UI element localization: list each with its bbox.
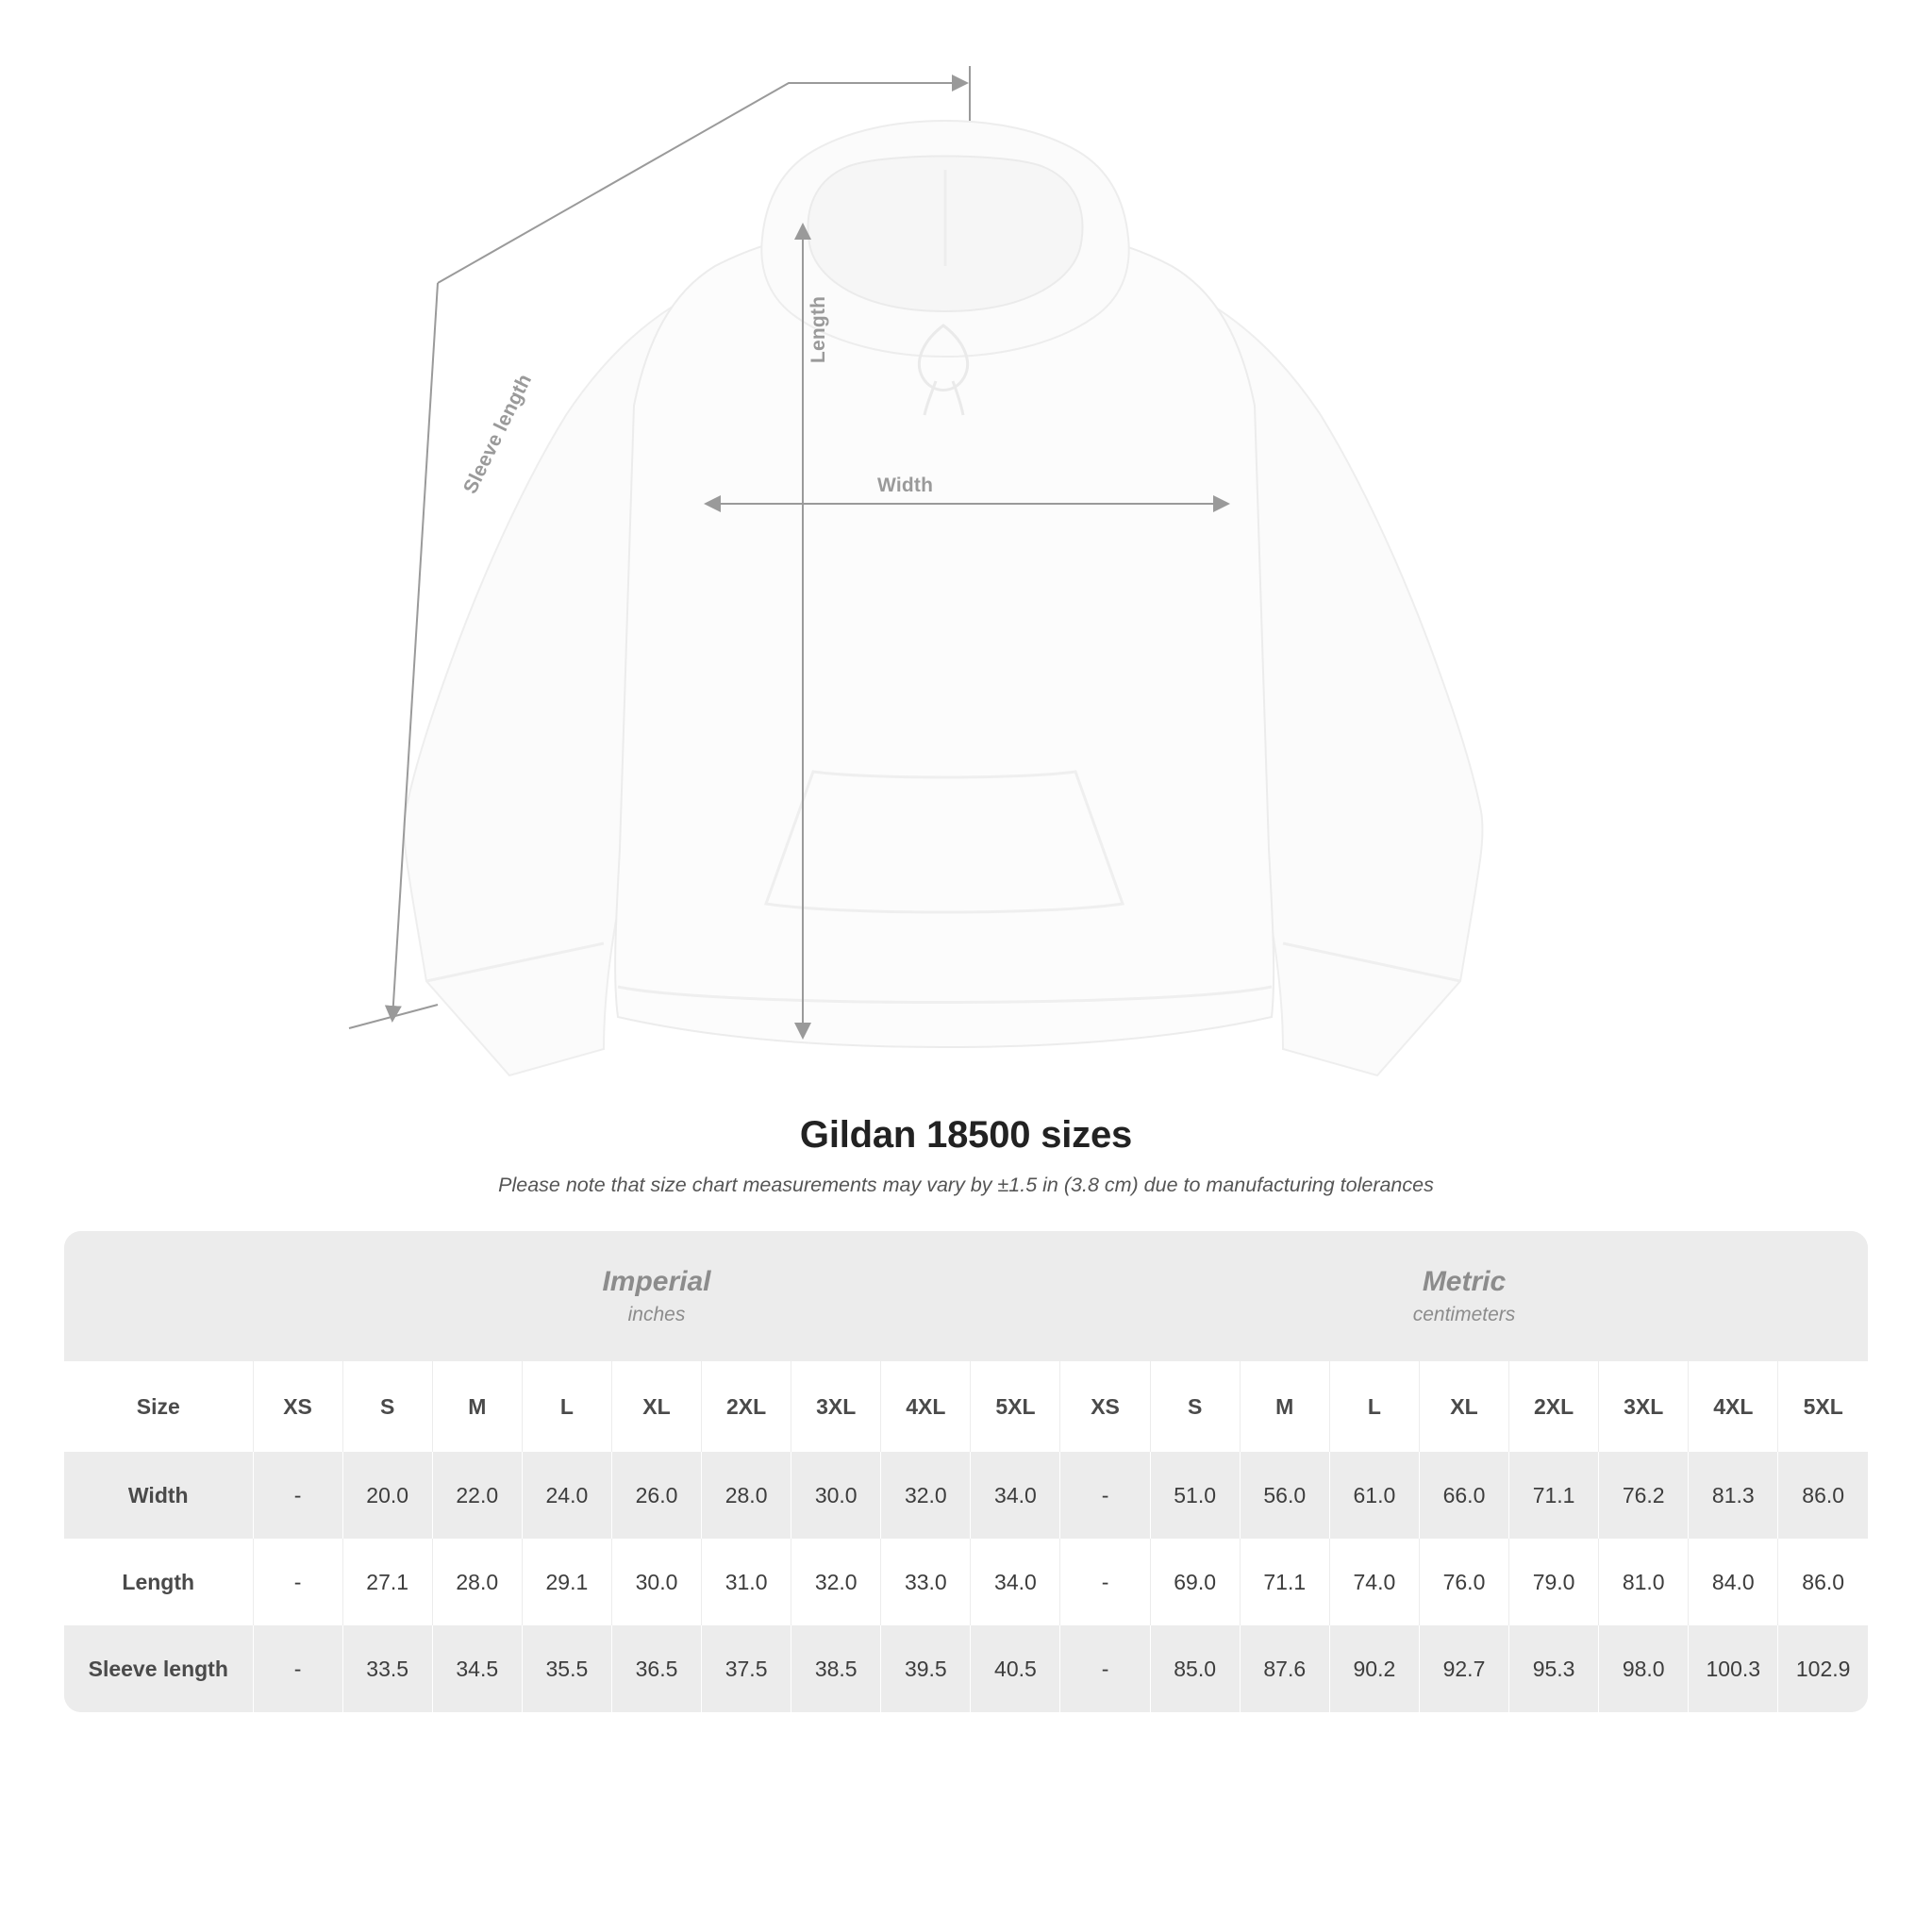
cell-length-5: 31.0 <box>702 1539 791 1625</box>
size-col-2xl-metric: 2XL <box>1509 1361 1599 1452</box>
hoodie-shape <box>404 121 1482 1075</box>
cell-width-1: 20.0 <box>342 1452 432 1539</box>
cell-sleeve-4: 36.5 <box>611 1625 701 1712</box>
cell-length-8: 34.0 <box>971 1539 1060 1625</box>
cell-sleeve-3: 35.5 <box>522 1625 611 1712</box>
metric-system-label: Metric <box>1422 1266 1507 1297</box>
length-dimension-label: Length <box>808 295 829 363</box>
cell-width-3: 24.0 <box>522 1452 611 1539</box>
size-col-xl-imperial: XL <box>611 1361 701 1452</box>
row-label-length: Length <box>64 1539 253 1625</box>
size-col-xs-imperial: XS <box>253 1361 342 1452</box>
cell-sleeve-8: 40.5 <box>971 1625 1060 1712</box>
cell-length-13: 76.0 <box>1419 1539 1508 1625</box>
cell-width-11: 56.0 <box>1240 1452 1329 1539</box>
row-label-sleeve-length: Sleeve length <box>64 1625 253 1712</box>
size-col-xs-metric: XS <box>1060 1361 1150 1452</box>
size-col-m-metric: M <box>1240 1361 1329 1452</box>
cell-sleeve-16: 100.3 <box>1689 1625 1778 1712</box>
cell-sleeve-13: 92.7 <box>1419 1625 1508 1712</box>
size-table <box>64 1231 1868 1712</box>
cell-length-17: 86.0 <box>1778 1539 1868 1625</box>
row-label-width: Width <box>64 1452 253 1539</box>
width-dimension-label: Width <box>877 475 934 496</box>
cell-width-4: 26.0 <box>611 1452 701 1539</box>
size-col-2xl-imperial: 2XL <box>702 1361 791 1452</box>
cell-length-0: - <box>253 1539 342 1625</box>
cell-sleeve-5: 37.5 <box>702 1625 791 1712</box>
cell-sleeve-7: 39.5 <box>881 1625 971 1712</box>
cell-length-2: 28.0 <box>432 1539 522 1625</box>
size-col-xl-metric: XL <box>1419 1361 1508 1452</box>
size-col-l-metric: L <box>1329 1361 1419 1452</box>
size-col-s-metric: S <box>1150 1361 1240 1452</box>
sleeve-length-dimension-label: Sleeve length <box>459 370 537 498</box>
cell-width-8: 34.0 <box>971 1452 1060 1539</box>
cell-sleeve-11: 87.6 <box>1240 1625 1329 1712</box>
cell-width-12: 61.0 <box>1329 1452 1419 1539</box>
table-row <box>64 1452 1868 1539</box>
unit-header-row <box>64 1231 1868 1361</box>
size-header-row <box>64 1361 1868 1452</box>
table-row <box>64 1539 1868 1625</box>
imperial-system-label: Imperial <box>602 1266 711 1297</box>
cell-length-4: 30.0 <box>611 1539 701 1625</box>
size-header-cell: Size <box>64 1361 253 1452</box>
size-col-5xl-metric: 5XL <box>1778 1361 1868 1452</box>
size-col-4xl-metric: 4XL <box>1689 1361 1778 1452</box>
size-col-s-imperial: S <box>342 1361 432 1452</box>
cell-width-13: 66.0 <box>1419 1452 1508 1539</box>
cell-length-1: 27.1 <box>342 1539 432 1625</box>
metric-group-header <box>1060 1231 1868 1361</box>
cell-width-0: - <box>253 1452 342 1539</box>
cell-width-14: 71.1 <box>1509 1452 1599 1539</box>
cell-sleeve-1: 33.5 <box>342 1625 432 1712</box>
cell-width-17: 86.0 <box>1778 1452 1868 1539</box>
cell-width-7: 32.0 <box>881 1452 971 1539</box>
cell-length-7: 33.0 <box>881 1539 971 1625</box>
cell-length-9: - <box>1060 1539 1150 1625</box>
cell-sleeve-12: 90.2 <box>1329 1625 1419 1712</box>
cell-sleeve-15: 98.0 <box>1599 1625 1689 1712</box>
size-col-5xl-imperial: 5XL <box>971 1361 1060 1452</box>
cell-length-16: 84.0 <box>1689 1539 1778 1625</box>
cell-width-5: 28.0 <box>702 1452 791 1539</box>
cell-sleeve-6: 38.5 <box>791 1625 881 1712</box>
size-col-3xl-imperial: 3XL <box>791 1361 881 1452</box>
cell-sleeve-14: 95.3 <box>1509 1625 1599 1712</box>
cell-width-6: 30.0 <box>791 1452 881 1539</box>
cell-width-10: 51.0 <box>1150 1452 1240 1539</box>
cell-length-11: 71.1 <box>1240 1539 1329 1625</box>
cell-sleeve-17: 102.9 <box>1778 1625 1868 1712</box>
cell-sleeve-2: 34.5 <box>432 1625 522 1712</box>
size-col-3xl-metric: 3XL <box>1599 1361 1689 1452</box>
cell-length-3: 29.1 <box>522 1539 611 1625</box>
cell-width-15: 76.2 <box>1599 1452 1689 1539</box>
imperial-group-header <box>253 1231 1060 1361</box>
cell-length-10: 69.0 <box>1150 1539 1240 1625</box>
size-col-m-imperial: M <box>432 1361 522 1452</box>
cell-sleeve-9: - <box>1060 1625 1150 1712</box>
cell-width-2: 22.0 <box>432 1452 522 1539</box>
imperial-unit-label: inches <box>627 1304 686 1325</box>
tolerance-note: Please note that size chart measurements may vary by ±1.5 in (3.8 cm) due to manufacturing tolerances <box>498 1174 1434 1196</box>
cell-length-14: 79.0 <box>1509 1539 1599 1625</box>
size-col-4xl-imperial: 4XL <box>881 1361 971 1452</box>
cell-length-6: 32.0 <box>791 1539 881 1625</box>
cell-sleeve-10: 85.0 <box>1150 1625 1240 1712</box>
size-table-wrapper <box>64 1231 1868 1712</box>
metric-unit-label: centimeters <box>1412 1304 1516 1325</box>
cell-sleeve-0: - <box>253 1625 342 1712</box>
cell-length-15: 81.0 <box>1599 1539 1689 1625</box>
cell-width-16: 81.3 <box>1689 1452 1778 1539</box>
cell-width-9: - <box>1060 1452 1150 1539</box>
unit-header-spacer <box>64 1231 253 1361</box>
title-block <box>0 1114 1932 1197</box>
table-row <box>64 1625 1868 1712</box>
size-col-l-imperial: L <box>522 1361 611 1452</box>
page-title: Gildan 18500 sizes <box>799 1114 1133 1156</box>
cell-length-12: 74.0 <box>1329 1539 1419 1625</box>
